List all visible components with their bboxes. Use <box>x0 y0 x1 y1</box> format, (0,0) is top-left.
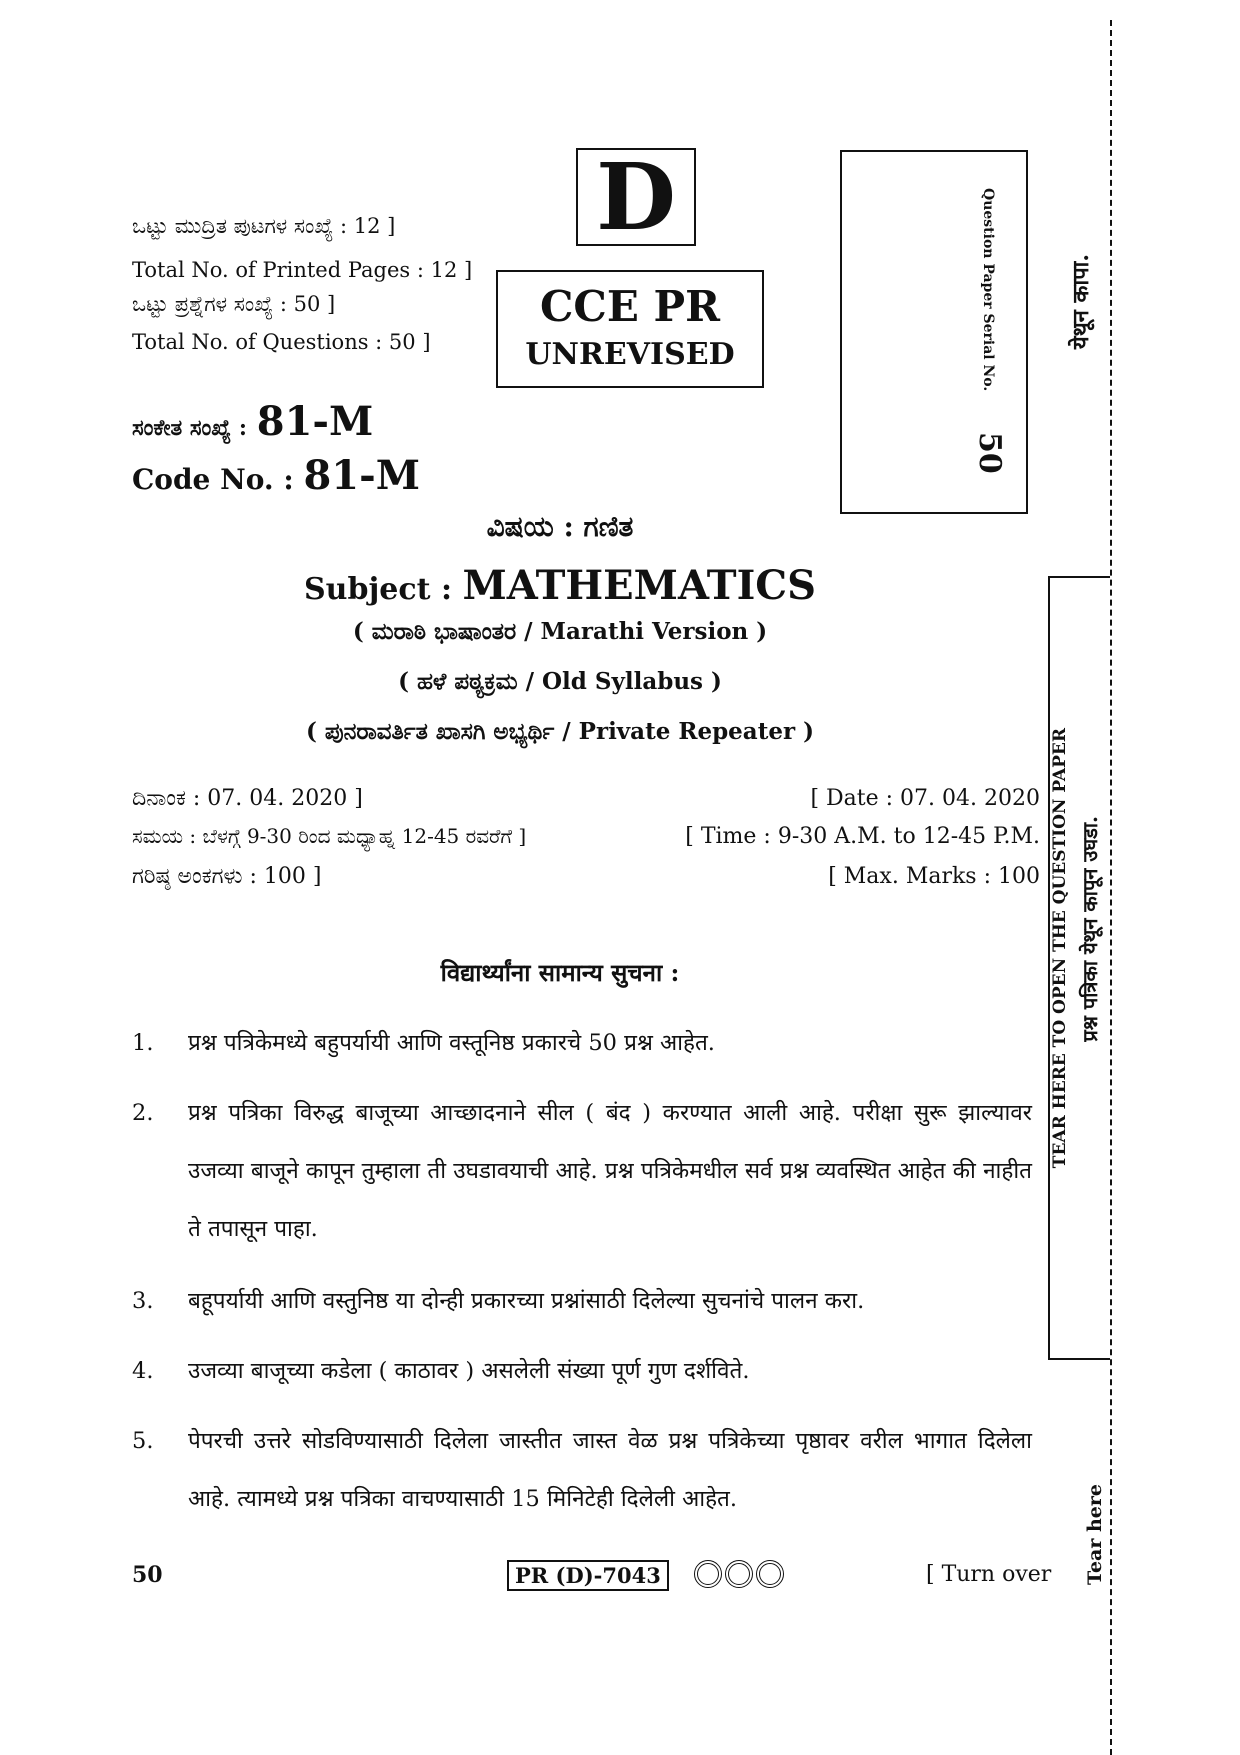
code-label-kannada: ಸಂಕೇತ ಸಂಖ್ಯೆ : <box>132 415 248 441</box>
subject-line <box>0 562 1120 609</box>
marks-english: [ Max. Marks : 100 <box>828 864 1040 889</box>
tear-instruction-marathi: प्रश्न पत्रिका येथून कापून उघडा. <box>1078 816 1102 1042</box>
cce-box <box>496 270 764 388</box>
date-kannada: ದಿನಾಂಕ : 07. 04. 2020 ] <box>132 786 363 811</box>
cut-here-label: येथून कापा. <box>1068 254 1094 350</box>
cce-subtitle: UNREVISED <box>525 337 735 372</box>
paper-code-box: PR (D)-7043 <box>507 1560 669 1591</box>
instruction-text: बहूपर्यायी आणि वस्तुनिष्ठ या दोन्ही प्रकारच्या प्रश्नांसाठी दिलेल्या सुचनांचे पालन करा. <box>188 1288 865 1314</box>
tear-here-label: Tear here <box>1084 1484 1106 1585</box>
flower-icon <box>725 1560 753 1588</box>
questions-kannada: ಒಟ್ಟು ಪ್ರಶ್ನೆಗಳ ಸಂಖ್ಯೆ : 50 ] <box>132 292 336 316</box>
instruction-number: 5. <box>132 1428 154 1454</box>
instruction-item <box>132 1272 1032 1330</box>
tear-line <box>1110 20 1112 1755</box>
instruction-number: 3. <box>132 1288 154 1314</box>
instruction-item <box>132 1084 1032 1258</box>
instruction-number: 4. <box>132 1358 154 1384</box>
candidate-line: ( ಪುನರಾವರ್ತಿತ ಖಾಸಗಿ ಅಭ್ಯರ್ಥಿ / Private Repeater ) <box>306 718 814 745</box>
marks-kannada: ಗರಿಷ್ಠ ಅಂಕಗಳು : 100 ] <box>132 864 322 889</box>
instruction-number: 1. <box>132 1030 154 1056</box>
printed-pages-kannada: ಒಟ್ಟು ಮುದ್ರಿತ ಪುಟಗಳ ಸಂಖ್ಯೆ : 12 ] <box>132 214 396 238</box>
subject-value: MATHEMATICS <box>462 562 816 609</box>
turn-over: [ Turn over <box>926 1562 1052 1587</box>
code-value: 81-M <box>256 398 374 445</box>
printed-pages-english: Total No. of Printed Pages : 12 ] <box>132 258 473 282</box>
serial-box <box>840 150 1028 514</box>
flower-icon <box>756 1560 784 1588</box>
instruction-text: प्रश्न पत्रिका विरुद्ध बाजूच्या आच्छादनाने सील ( बंद ) करण्यात आली आहे. परीक्षा सुरू झाल्यावर उजव्या बाजूने कापून तुम्हाला ती उघडावयाची आहे. प्रश्न पत्रिकेमधील सर्व प्रश्न व्यवस्थित आहेत की नाहीत ते तपासून पाहा. <box>188 1100 1032 1242</box>
code-value: 81-M <box>303 452 421 499</box>
serial-label: Question Paper Serial No. <box>980 188 996 392</box>
instruction-item <box>132 1342 1032 1400</box>
serial-value: 50 <box>972 432 1007 474</box>
flower-icon <box>694 1560 722 1588</box>
instruction-text: उजव्या बाजूच्या कडेला ( काठावर ) असलेली संख्या पूर्ण गुण दर्शविते. <box>188 1358 750 1384</box>
version-line: ( ಮರಾಠಿ ಭಾಷಾಂತರ / Marathi Version ) <box>352 618 768 645</box>
subject-kannada: ವಿಷಯ : ಗಣಿತ <box>486 510 634 543</box>
code-number-english <box>132 452 420 499</box>
instruction-number: 2. <box>132 1100 154 1126</box>
page-number: 50 <box>132 1562 163 1588</box>
code-label-english: Code No. : <box>132 463 294 496</box>
tear-instruction-english: TEAR HERE TO OPEN THE QUESTION PAPER <box>1050 728 1070 1169</box>
instruction-item <box>132 1412 1032 1528</box>
ornament <box>694 1560 787 1588</box>
time-english: [ Time : 9-30 A.M. to 12-45 P.M. <box>685 824 1040 849</box>
subject-label: Subject : <box>304 572 453 607</box>
syllabus-line: ( ಹಳೆ ಪಠ್ಯಕ್ರಮ / Old Syllabus ) <box>398 668 722 695</box>
time-kannada: ಸಮಯ : ಬೆಳಗ್ಗೆ 9-30 ರಿಂದ ಮಧ್ಯಾಹ್ನ 12-45 ರವರೆಗೆ ] <box>132 824 527 848</box>
instruction-text: पेपरची उत्तरे सोडविण्यासाठी दिलेला जास्तीत जास्त वेळ प्रश्न पत्रिकेच्या पृष्ठावर वरील भागात दिलेला आहे. त्यामध्ये प्रश्न पत्रिका वाचण्यासाठी 15 मिनिटेही दिलेली आहेत. <box>188 1428 1032 1512</box>
date-english: [ Date : 07. 04. 2020 <box>810 786 1040 811</box>
instruction-text: प्रश्न पत्रिकेमध्ये बहुपर्यायी आणि वस्तूनिष्ठ प्रकारचे 50 प्रश्न आहेत. <box>188 1030 715 1056</box>
code-number-kannada <box>132 398 373 445</box>
set-letter-box: D <box>576 148 696 246</box>
instruction-item <box>132 1014 1032 1072</box>
cce-title: CCE PR <box>540 282 720 331</box>
questions-english: Total No. of Questions : 50 ] <box>132 330 431 354</box>
instructions-title: विद्यार्थ्यांना सामान्य सुचना : <box>440 958 680 987</box>
